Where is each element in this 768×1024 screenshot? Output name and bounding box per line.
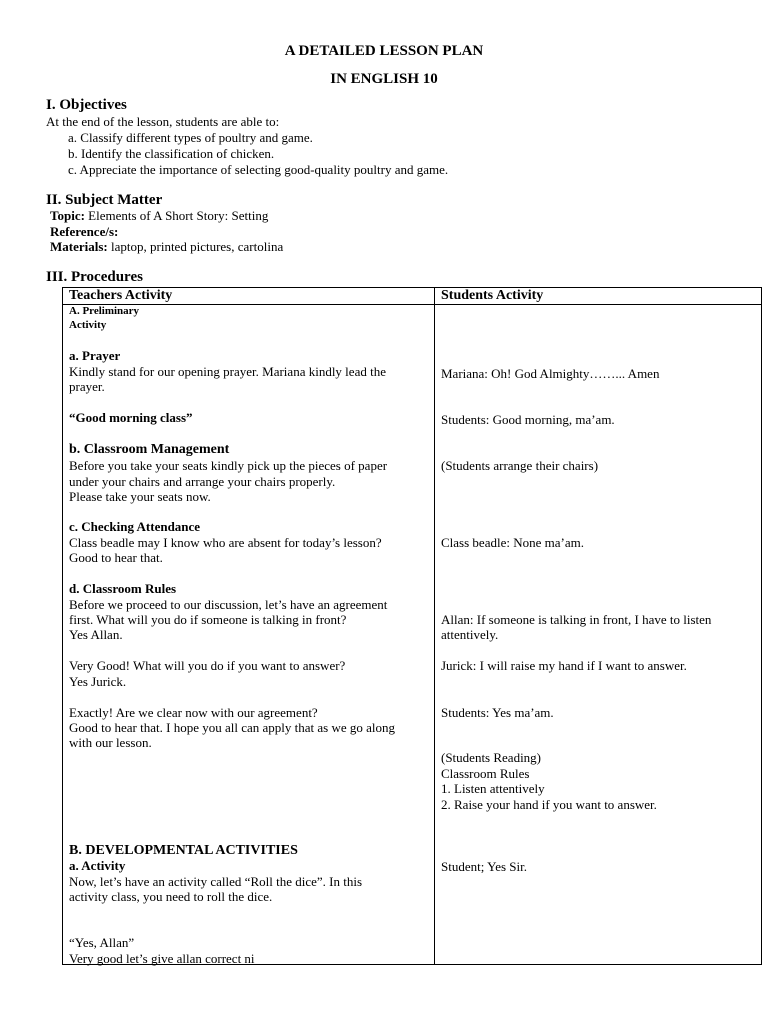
teacher-line: first. What will you do if someone is talking in front?	[69, 612, 347, 627]
student-line: Allan: If someone is talking in front, I have to listen	[441, 612, 712, 627]
teacher-line: Yes Allan.	[69, 627, 123, 642]
procedures-heading: III. Procedures	[46, 269, 143, 285]
objective-item: b. Identify the classification of chicken.	[68, 146, 275, 161]
topic-label: Topic:	[50, 208, 85, 223]
classroom-management-heading: b. Classroom Management	[69, 442, 230, 457]
classroom-rules-heading: d. Classroom Rules	[69, 581, 177, 596]
objectives-heading: I. Objectives	[46, 97, 127, 113]
teacher-line: Good to hear that.	[69, 550, 163, 565]
student-line: attentively.	[441, 627, 499, 642]
teacher-line: Very Good! What will you do if you want to answer?	[69, 658, 346, 673]
student-line: (Students arrange their chairs)	[441, 458, 599, 473]
teacher-line: Yes Jurick.	[69, 674, 127, 689]
developmental-activities-heading: B. DEVELOPMENTAL ACTIVITIES	[69, 843, 298, 858]
teacher-line: Good to hear that. I hope you all can apply that as we go along	[69, 720, 395, 735]
teacher-line: Before we proceed to our discussion, let’s have an agreement	[69, 597, 388, 612]
materials-line	[50, 239, 283, 255]
student-line: Mariana: Oh! God Almighty……... Amen	[441, 366, 660, 381]
preliminary-heading: A. Preliminary	[69, 305, 140, 317]
prayer-heading: a. Prayer	[69, 348, 121, 363]
student-line: Classroom Rules	[441, 766, 530, 781]
students-activity-header: Students Activity	[441, 288, 544, 303]
student-line: Student; Yes Sir.	[441, 859, 527, 874]
teacher-line: Kindly stand for our opening prayer. Mariana kindly lead the	[69, 364, 386, 379]
attendance-heading: c. Checking Attendance	[69, 519, 201, 534]
header-divider	[62, 304, 762, 305]
teacher-line: Now, let’s have an activity called “Roll the dice”. In this	[69, 874, 363, 889]
student-line: 1. Listen attentively	[441, 781, 545, 796]
reference-label: Reference/s:	[50, 224, 119, 239]
topic-value: Elements of A Short Story: Setting	[88, 208, 269, 223]
activity-heading: a. Activity	[69, 858, 126, 873]
teacher-line: Very good let’s give allan correct ni	[69, 951, 255, 966]
teacher-greeting: “Good morning class”	[69, 410, 193, 425]
student-line: Students: Yes ma’am.	[441, 705, 554, 720]
teacher-line: Please take your seats now.	[69, 489, 211, 504]
student-line: (Students Reading)	[441, 750, 542, 765]
subject-heading: II. Subject Matter	[46, 192, 163, 208]
teacher-line: Before you take your seats kindly pick up the pieces of paper	[69, 458, 388, 473]
student-line: Class beadle: None ma’am.	[441, 535, 584, 550]
materials-value: laptop, printed pictures, cartolina	[111, 239, 284, 254]
document-subtitle: IN ENGLISH 10	[330, 71, 438, 87]
student-line: Jurick: I will raise my hand if I want to answer.	[441, 658, 687, 673]
objective-item: c. Appreciate the importance of selecting good-quality poultry and game.	[68, 162, 449, 177]
student-line: 2. Raise your hand if you want to answer.	[441, 797, 657, 812]
preliminary-heading-cont: Activity	[69, 319, 107, 331]
topic-line	[50, 208, 268, 224]
teacher-line: with our lesson.	[69, 735, 152, 750]
objective-item: a. Classify different types of poultry and game.	[68, 130, 313, 145]
teacher-line: Class beadle may I know who are absent for today’s lesson?	[69, 535, 382, 550]
teacher-line: under your chairs and arrange your chairs properly.	[69, 474, 336, 489]
objectives-intro: At the end of the lesson, students are able to:	[46, 114, 280, 129]
teachers-activity-header: Teachers Activity	[69, 288, 173, 303]
teacher-line: prayer.	[69, 379, 105, 394]
document-title: A DETAILED LESSON PLAN	[284, 43, 484, 59]
teacher-line: activity class, you need to roll the dice.	[69, 889, 273, 904]
teacher-line: “Yes, Allan”	[69, 935, 135, 950]
student-line: Students: Good morning, ma’am.	[441, 412, 615, 427]
teacher-line: Exactly! Are we clear now with our agreement?	[69, 705, 318, 720]
column-divider	[434, 287, 435, 965]
materials-label: Materials:	[50, 239, 108, 254]
